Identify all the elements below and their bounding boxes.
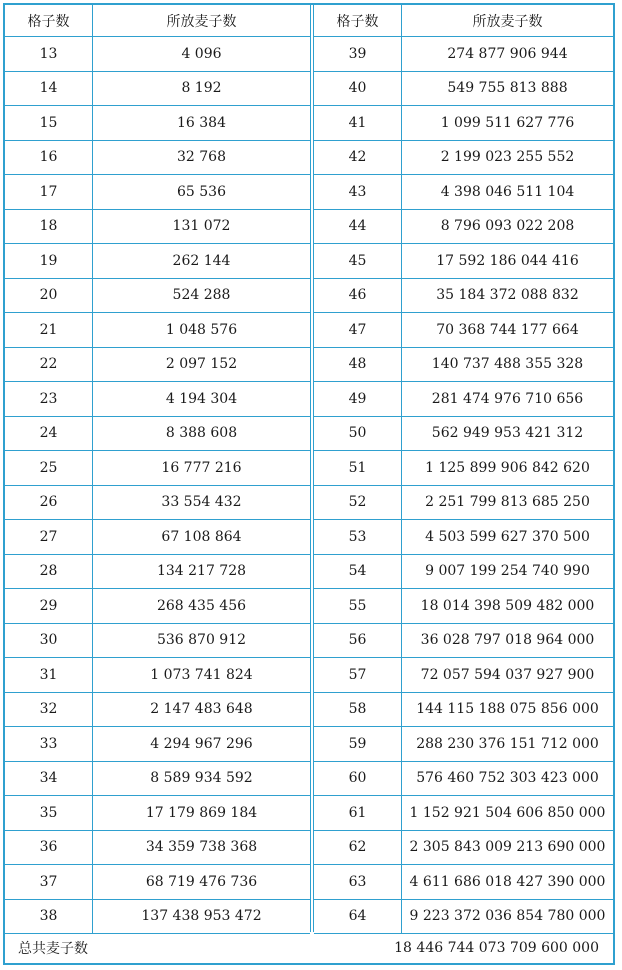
table-row — [314, 313, 613, 348]
grain-count: 2 251 799 813 685 250 — [425, 494, 590, 511]
square-number: 52 — [314, 486, 402, 520]
grain-count: 8 796 093 022 208 — [440, 218, 575, 235]
grain-count: 4 503 599 627 370 500 — [425, 528, 590, 545]
grain-count: 144 115 188 075 856 000 — [416, 701, 599, 718]
square-number: 64 — [314, 900, 402, 934]
square-number: 27 — [5, 520, 93, 554]
table-row — [5, 37, 310, 72]
square-number: 24 — [5, 417, 93, 451]
square-number: 15 — [5, 106, 93, 140]
table-row — [5, 72, 310, 107]
square-number: 60 — [314, 762, 402, 796]
square-number: 32 — [5, 693, 93, 727]
square-number: 31 — [5, 658, 93, 692]
square-number: 57 — [314, 658, 402, 692]
square-number: 58 — [314, 693, 402, 727]
grain-count: 131 072 — [172, 218, 231, 235]
square-number: 55 — [314, 589, 402, 623]
grain-count: 33 554 432 — [161, 494, 242, 511]
square-number: 43 — [314, 175, 402, 209]
right-header-row — [314, 5, 613, 37]
table-row — [314, 348, 613, 383]
grain-count: 268 435 456 — [156, 597, 247, 614]
grain-count: 35 184 372 088 832 — [436, 287, 579, 304]
header-squares: 格子数 — [5, 5, 93, 36]
grain-count: 16 777 216 — [161, 459, 242, 476]
table-row — [5, 796, 310, 831]
square-number: 49 — [314, 382, 402, 416]
table-row — [314, 900, 613, 935]
grain-count: 36 028 797 018 964 000 — [420, 632, 595, 649]
grain-count: 18 014 398 509 482 000 — [420, 597, 595, 614]
grain-count: 4 611 686 018 427 390 000 — [409, 873, 606, 890]
table-row — [5, 520, 310, 555]
grain-count: 17 592 186 044 416 — [436, 252, 579, 269]
table-row — [5, 417, 310, 452]
square-number: 39 — [314, 37, 402, 71]
grain-count: 72 057 594 037 927 900 — [420, 666, 595, 683]
grain-count: 8 192 — [181, 80, 222, 97]
square-number: 21 — [5, 313, 93, 347]
grain-count: 1 152 921 504 606 850 000 — [409, 804, 606, 821]
column-divider — [310, 5, 311, 932]
grain-count: 16 384 — [177, 114, 226, 131]
header-grains: 所放麦子数 — [472, 13, 543, 30]
table-row — [5, 727, 310, 762]
table-row — [314, 37, 613, 72]
square-number: 20 — [5, 279, 93, 313]
grain-count: 524 288 — [172, 287, 231, 304]
grain-count: 549 755 813 888 — [447, 80, 568, 97]
grain-count: 140 737 488 355 328 — [431, 356, 584, 373]
total-value: 18 446 744 073 709 600 000 — [394, 939, 599, 956]
table-row — [314, 106, 613, 141]
table-row — [5, 210, 310, 245]
square-number: 54 — [314, 555, 402, 589]
grain-count: 288 230 376 151 712 000 — [416, 735, 599, 752]
square-number: 62 — [314, 831, 402, 865]
square-number: 41 — [314, 106, 402, 140]
square-number: 25 — [5, 451, 93, 485]
square-number: 30 — [5, 624, 93, 658]
square-number: 61 — [314, 796, 402, 830]
grain-count: 562 949 953 421 312 — [431, 425, 584, 442]
grain-count: 4 194 304 — [165, 390, 238, 407]
table-row — [5, 865, 310, 900]
square-number: 19 — [5, 244, 93, 278]
grain-count: 34 359 738 368 — [145, 839, 258, 856]
square-number: 51 — [314, 451, 402, 485]
square-number: 40 — [314, 72, 402, 106]
square-number: 28 — [5, 555, 93, 589]
table-row — [314, 831, 613, 866]
table-row — [314, 589, 613, 624]
grain-count: 8 589 934 592 — [150, 770, 253, 787]
square-number: 35 — [5, 796, 93, 830]
table-row — [5, 624, 310, 659]
grain-count: 32 768 — [177, 149, 226, 166]
table-row — [314, 624, 613, 659]
wheat-grains-table — [3, 3, 615, 965]
table-row — [5, 141, 310, 176]
table-row — [314, 555, 613, 590]
grain-count: 65 536 — [177, 183, 226, 200]
square-number: 26 — [5, 486, 93, 520]
square-number: 42 — [314, 141, 402, 175]
table-row — [5, 658, 310, 693]
table-row — [5, 555, 310, 590]
table-row — [314, 762, 613, 797]
table-row — [314, 451, 613, 486]
table-row — [314, 520, 613, 555]
table-row — [314, 244, 613, 279]
table-row — [314, 175, 613, 210]
table-row — [5, 244, 310, 279]
grain-count: 9 223 372 036 854 780 000 — [409, 908, 606, 925]
grain-count: 576 460 752 303 423 000 — [416, 770, 599, 787]
square-number: 46 — [314, 279, 402, 313]
table-row — [314, 279, 613, 314]
table-row — [314, 417, 613, 452]
square-number: 23 — [5, 382, 93, 416]
table-row — [5, 106, 310, 141]
grain-count: 262 144 — [172, 252, 231, 269]
square-number: 17 — [5, 175, 93, 209]
square-number: 36 — [5, 831, 93, 865]
square-number: 56 — [314, 624, 402, 658]
table-row — [314, 693, 613, 728]
left-table-column — [5, 5, 310, 934]
square-number: 13 — [5, 37, 93, 71]
table-row — [314, 486, 613, 521]
grain-count: 2 097 152 — [165, 356, 238, 373]
grain-count: 1 048 576 — [165, 321, 238, 338]
grain-count: 4 294 967 296 — [150, 735, 253, 752]
table-row — [5, 451, 310, 486]
table-row — [5, 348, 310, 383]
square-number: 38 — [5, 900, 93, 934]
square-number: 22 — [5, 348, 93, 382]
left-header-row — [5, 5, 310, 37]
square-number: 50 — [314, 417, 402, 451]
grain-count: 1 099 511 627 776 — [440, 114, 575, 131]
square-number: 53 — [314, 520, 402, 554]
square-number: 18 — [5, 210, 93, 244]
grain-count: 70 368 744 177 664 — [436, 321, 579, 338]
grain-count: 4 398 046 511 104 — [440, 183, 575, 200]
square-number: 44 — [314, 210, 402, 244]
header-squares: 格子数 — [314, 5, 402, 36]
table-row — [314, 727, 613, 762]
table-row — [5, 831, 310, 866]
grain-count: 68 719 476 736 — [145, 873, 258, 890]
table-row — [5, 313, 310, 348]
square-number: 33 — [5, 727, 93, 761]
table-row — [314, 658, 613, 693]
grain-count: 8 388 608 — [165, 425, 238, 442]
grain-count: 2 147 483 648 — [150, 701, 253, 718]
grain-count: 9 007 199 254 740 990 — [425, 563, 590, 580]
grain-count: 4 096 — [181, 45, 222, 62]
square-number: 29 — [5, 589, 93, 623]
grain-count: 1 073 741 824 — [150, 666, 253, 683]
square-number: 45 — [314, 244, 402, 278]
table-row — [314, 210, 613, 245]
table-row — [5, 589, 310, 624]
square-number: 34 — [5, 762, 93, 796]
header-grains: 所放麦子数 — [166, 13, 237, 30]
table-row — [5, 900, 310, 935]
grain-count: 536 870 912 — [156, 632, 247, 649]
grain-count: 2 305 843 009 213 690 000 — [409, 839, 606, 856]
square-number: 48 — [314, 348, 402, 382]
grain-count: 134 217 728 — [156, 563, 247, 580]
table-row — [314, 141, 613, 176]
grain-count: 274 877 906 944 — [447, 45, 568, 62]
grain-count: 281 474 976 710 656 — [431, 390, 584, 407]
grain-count: 1 125 899 906 842 620 — [425, 459, 590, 476]
square-number: 59 — [314, 727, 402, 761]
grain-count: 2 199 023 255 552 — [440, 149, 575, 166]
table-row — [314, 865, 613, 900]
table-row — [5, 175, 310, 210]
table-row — [5, 693, 310, 728]
square-number: 37 — [5, 865, 93, 899]
grain-count: 17 179 869 184 — [145, 804, 258, 821]
square-number: 47 — [314, 313, 402, 347]
table-row — [5, 279, 310, 314]
table-row — [5, 762, 310, 797]
grain-count: 137 438 953 472 — [141, 908, 262, 925]
table-row — [314, 796, 613, 831]
square-number: 16 — [5, 141, 93, 175]
table-row — [5, 486, 310, 521]
table-row — [314, 382, 613, 417]
table-row — [314, 72, 613, 107]
total-row — [5, 932, 613, 963]
total-label: 总共麦子数 — [18, 940, 88, 957]
grain-count: 67 108 864 — [161, 528, 242, 545]
right-table-column — [314, 5, 613, 934]
square-number: 63 — [314, 865, 402, 899]
square-number: 14 — [5, 72, 93, 106]
table-row — [5, 382, 310, 417]
